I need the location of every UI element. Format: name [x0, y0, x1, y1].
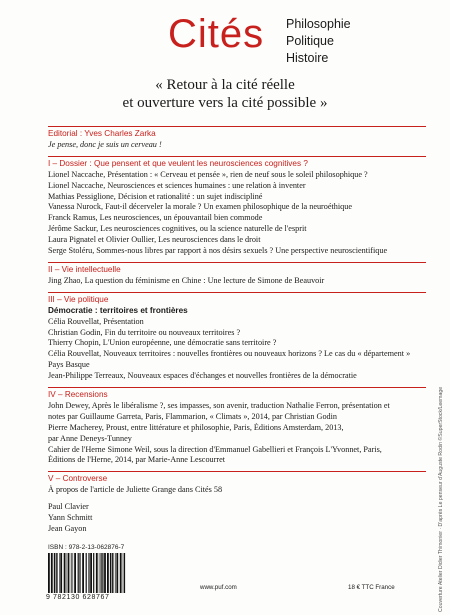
barcode-bar	[110, 553, 111, 593]
section-heading: III – Vie politique	[48, 294, 109, 304]
toc-entry: par Anne Deneys-Tunney	[48, 433, 132, 443]
section-rule	[48, 262, 426, 263]
tagline-1: Philosophie	[286, 17, 351, 31]
section-rule	[48, 387, 426, 388]
barcode-bar	[115, 553, 116, 593]
price: 18 € TTC France	[348, 584, 395, 591]
toc-entry: Laura Pignatel et Olivier Oullier, Les neurosciences dans le droit	[48, 235, 261, 245]
barcode-bar	[107, 553, 109, 593]
toc-entry: Vanessa Nurock, Faut-il décerveler la morale ? Un examen philosophique de la neuroéthique	[48, 202, 352, 212]
tagline-2: Politique	[286, 34, 334, 48]
barcode-bar	[124, 553, 125, 593]
barcode-digits: 9 782130 628767	[46, 594, 110, 601]
toc-entry: Pays Basque	[48, 360, 90, 370]
toc-entry: Christian Godin, Fin du territoire ou nouveaux territoires ?	[48, 327, 241, 337]
subtitle-line-1: « Retour à la cité réelle	[155, 77, 295, 93]
barcode-bar	[112, 553, 113, 593]
subtitle-line-2: et ouverture vers la cité possible »	[122, 95, 328, 111]
toc-entry: notes par Guillaume Garreta, Paris, Flammarion, « Climats », 2014, par Christian Godin	[48, 411, 338, 421]
section-heading: I – Dossier : Que pensent et que veulent les neurosciences cognitives ?	[48, 158, 308, 168]
table-of-contents	[48, 126, 428, 535]
toc-entry: Éditions de l'Herne, 2014, par Marie-Anne Lescourret	[48, 455, 225, 465]
toc-section	[48, 292, 428, 382]
toc-entry: Paul Clavier	[48, 502, 89, 512]
barcode-bar	[78, 553, 79, 593]
toc-entry: Pierre Macherey, Proust, entre littérature et philosophie, Paris, Éditions Amsterdam, 2013,	[48, 422, 344, 432]
toc-entry: Lionel Naccache, Présentation : « Cerveau et pensée », rien de neuf sous le soleil philosophique ?	[48, 169, 368, 179]
barcode-bar	[57, 553, 58, 593]
barcode-bar	[96, 553, 98, 593]
barcode-bar	[86, 553, 87, 593]
tagline-3: Histoire	[286, 51, 329, 65]
toc-entry: Jérôme Sackur, Les neurosciences cognitives, ou la science naturelle de l'esprit	[48, 224, 307, 234]
barcode-bar	[71, 553, 72, 593]
barcode-bar	[74, 553, 76, 593]
barcode-bar	[120, 553, 122, 593]
journal-logo: Cités	[168, 12, 265, 56]
barcode-bar	[56, 553, 57, 593]
barcode-bar	[51, 553, 53, 593]
editorial-heading: Editorial : Yves Charles Zarka	[48, 129, 156, 138]
barcode-bar	[102, 553, 103, 593]
toc-entry: Jing Zhao, La question du féminisme en Chine : Une lecture de Simone de Beauvoir	[48, 275, 325, 285]
toc-entry: Célia Rouvellat, Présentation	[48, 316, 144, 326]
section-subheading: Démocratie : territoires et frontières	[48, 305, 188, 315]
toc-entry: John Dewey, Après le libéralisme ?, ses impasses, son avenir, traduction Nathalie Ferron, présentation et	[48, 400, 390, 410]
toc-entry: Serge Stoléru, Sommes-nous libres par rapport à nos désirs sexuels ? Une perspective neuroscientifique	[48, 246, 388, 256]
section-rule	[48, 126, 426, 127]
toc-entry: Jean Gayon	[48, 524, 87, 533]
barcode-bar	[82, 553, 84, 593]
toc-entry: À propos de l'article de Juliette Grange dans Cités 58	[48, 485, 223, 495]
barcode-bar	[93, 553, 94, 593]
editorial-line: Je pense, donc je suis un cerveau !	[48, 139, 162, 149]
barcode-bar	[104, 553, 106, 593]
barcode	[46, 553, 126, 593]
toc-entry: Jean-Philippe Terreaux, Nouveaux espaces d'échanges et nouvelles frontières de la démocratie	[48, 371, 357, 381]
toc-entry: Yann Schmitt	[48, 513, 93, 523]
section-rule	[48, 471, 426, 472]
barcode-bar	[88, 553, 89, 593]
barcode-bar	[90, 553, 92, 593]
barcode-bar	[114, 553, 115, 593]
toc-entry: Célia Rouvellat, Nouveaux territoires : nouvelles frontières ou nouveaux horizons ? Le cas du « département »	[48, 349, 411, 359]
barcode-bar	[60, 553, 62, 593]
isbn: ISBN : 978-2-13-062876-7	[48, 544, 125, 551]
barcode-bar	[68, 553, 69, 593]
barcode-bar	[123, 553, 124, 593]
toc-entry: Lionel Naccache, Neurosciences et sciences humaines : une relation à inventer	[48, 180, 306, 190]
barcode-bar	[101, 553, 102, 593]
barcode-bar	[116, 553, 118, 593]
publisher-url: www.puf.com	[200, 584, 237, 591]
toc-section	[48, 262, 428, 287]
barcode-bar	[67, 553, 68, 593]
toc-entry: Franck Ramus, Les neurosciences, un épouvantail bien commode	[48, 213, 263, 223]
barcode-bar	[59, 553, 60, 593]
barcode-bar	[48, 553, 50, 593]
section-heading: II – Vie intellectuelle	[48, 264, 121, 274]
section-rule	[48, 156, 426, 157]
toc-entry: Thierry Chopin, L'Union européenne, une démocratie sans territoire ?	[48, 338, 277, 348]
section-rule	[48, 292, 426, 293]
toc-section	[48, 471, 428, 535]
barcode-bar	[99, 553, 100, 593]
toc-entry: Cahier de l'Herne Simone Weil, sous la direction d'Emmanuel Gabellieri et François L'Yvonnet, Paris,	[48, 444, 382, 454]
barcode-bar	[54, 553, 55, 593]
section-heading: IV – Recensions	[48, 390, 108, 400]
barcode-bar	[70, 553, 71, 593]
barcode-bar	[79, 553, 80, 593]
section-heading: V – Controverse	[48, 474, 108, 484]
toc-entry: Mathias Pessiglione, Décision et rationalité : un sujet indiscipliné	[48, 191, 263, 201]
toc-section	[48, 156, 428, 257]
cover-credit: Couverture Atelier Didier Thimonier · D'après Le penseur d'Auguste Rodin ©SuperStock/Leemage	[438, 386, 444, 612]
barcode-bar	[73, 553, 74, 593]
toc-section	[48, 387, 428, 466]
barcode-bar	[64, 553, 66, 593]
